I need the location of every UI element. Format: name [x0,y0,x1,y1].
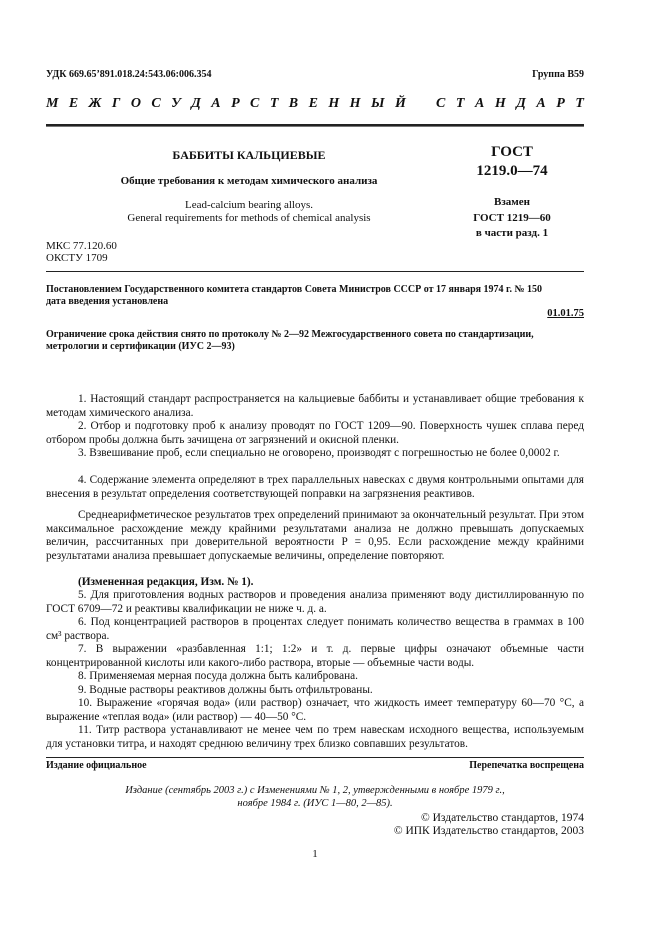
banner-left-letter: В [288,96,299,111]
copyright-2003: © ИПК Издательство стандартов, 2003 [393,825,584,837]
banner-right-letter: Т [575,96,584,111]
banner-left-letter: Ж [88,96,102,111]
copyright-1974: © Издательство стандартов, 1974 [420,812,584,824]
clause-10: 10. Выражение «горячая вода» (или раствор) означает, что жидкость имеет температуру 60—70 °С, а выражение «теплая вода» (или раствор) — 40—50 °С. [46,697,584,723]
document-subtitle: Общие требования к методам химического анализа [120,175,378,187]
banner-left-letter: Н [349,96,361,111]
amendment-note: (Измененная редакция, Изм. № 1). [78,576,254,588]
banner-right-letter: Р [556,96,565,111]
banner-left-letter: Д [191,96,201,111]
udk-code: УДК 669.65’891.018.24:543.06:006.354 [46,69,212,80]
banner-left-letter: Т [269,96,279,111]
codes-rule [46,271,584,272]
group-code: Группа В59 [532,69,584,80]
banner-right-letter: А [536,96,546,111]
official-edition-label: Издание официальное [46,760,147,771]
edition-note-line1: Издание (сентябрь 2003 г.) с Изменениями № 1, 2, утвержденными в ноябре 1979 г., [125,785,505,796]
gost-number: 1219.0—74 [476,163,548,179]
banner-right-word [436,96,584,112]
decree-line1: Постановлением Государственного комитета стандартов Совета Министров СССР от 17 января 1974 г. № 150 [46,284,543,295]
banner-left-letter: Ы [370,96,385,111]
clause-3: 3. Взвешивание проб, если специально не оговорено, производят с погрешностью не более 0,0002 г. [78,447,560,459]
replaces-label: Взамен [494,196,530,208]
english-title-line2: General requirements for methods of chemical analysis [127,212,371,224]
reprint-prohibited-label: Перепечатка воспрещена [469,760,584,771]
banner-right-letter: С [436,96,446,111]
introduction-date: 01.01.75 [547,308,584,319]
english-title-line1: Lead-calcium bearing alloys. [185,199,313,211]
limitation-line2: метрологии и сертификации (ИУС 2—93) [46,341,235,352]
clause-9: 9. Водные растворы реактивов должны быть отфильтрованы. [78,684,373,696]
document-title: БАББИТЫ КАЛЬЦИЕВЫЕ [172,148,326,162]
clause-4-average: Среднеарифметическое результатов трех определений принимают за окончательный результат. При этом максимальное расхождение между крайними результатами анализа не должно превышать допускаемых величин, рассчитанных при доверительной вероятности P = 0,95. Если расхождение между крайними результатами анализа превышает допускаемые величины, определение повторяют. [46,509,584,562]
banner-right-letter: А [474,96,485,111]
replaces-part: в части разд. 1 [475,227,549,239]
interstate-standard-banner [46,96,584,112]
banner-left-letter: А [211,96,221,111]
header-rule-thin [46,126,584,127]
banner-right-letter: Т [455,96,465,111]
clause-1: 1. Настоящий стандарт распространяется на кальциевые баббиты и устанавливает общие требования к методам химического анализа. [46,393,584,419]
banner-left-letter: Й [394,96,406,111]
okstu-code: ОКСТУ 1709 [46,252,108,264]
banner-left-letter: М [46,96,59,111]
clause-2: 2. Отбор и подготовку проб к анализу проводят по ГОСТ 1209—90. Поверхность чушек сплава перед отбором пробы должна быть зачищена от загрязнений и окисной пленки. [46,420,584,446]
footer-rule [46,757,584,758]
clause-7: 7. В выражении «разбавленная 1:1; 1:2» и т. д. первые цифры означают объемные части концентрированной кислоты или какого-либо раствора, вторые — объемные части воды. [46,643,584,669]
banner-left-letter: Г [111,96,121,111]
page-number: 1 [312,848,318,860]
banner-left-letter: С [250,96,260,111]
clause-8: 8. Применяемая мерная посуда должна быть калибрована. [78,670,358,682]
mks-code: МКС 77.120.60 [46,240,117,252]
clause-6: 6. Под концентрацией растворов в процентах следует понимать количество вещества в граммах в 100 см³ раствора. [46,616,584,642]
banner-left-letter: Н [328,96,340,111]
banner-right-letter: Н [494,96,506,111]
banner-right-letter: Д [516,96,526,111]
banner-left-letter: У [171,96,181,111]
clause-5: 5. Для приготовления водных растворов и проведения анализа применяют воду дистиллированную по ГОСТ 6709—72 и реактивы квалификации не ниже ч. д. а. [46,589,584,615]
gost-label: ГОСТ [491,144,533,160]
decree-line2: дата введения установлена [46,296,169,307]
banner-left-letter: Р [231,96,240,111]
banner-left-letter: Е [68,96,79,111]
replaces-number: ГОСТ 1219—60 [473,212,551,224]
banner-left-letter: С [151,96,161,111]
banner-left-letter: О [130,96,141,111]
clause-11: 11. Титр раствора устанавливают не менее чем по трем навескам исходного вещества, используемым для установки титра, и находят среднюю величину трех близко совпавших результатов. [46,724,584,750]
edition-note-line2: ноябре 1984 г. (ИУС 1—80, 2—85). [237,798,393,809]
banner-left-letter: Е [308,96,318,111]
banner-left-word [46,96,406,112]
limitation-line1: Ограничение срока действия снято по протоколу № 2—92 Межгосударственного совета по стандартизации, [46,329,534,340]
clause-4: 4. Содержание элемента определяют в трех параллельных навесках с двумя контрольными опытами для внесения в результат определения соответствующей поправки на загрязнения реактивов. [46,474,584,500]
